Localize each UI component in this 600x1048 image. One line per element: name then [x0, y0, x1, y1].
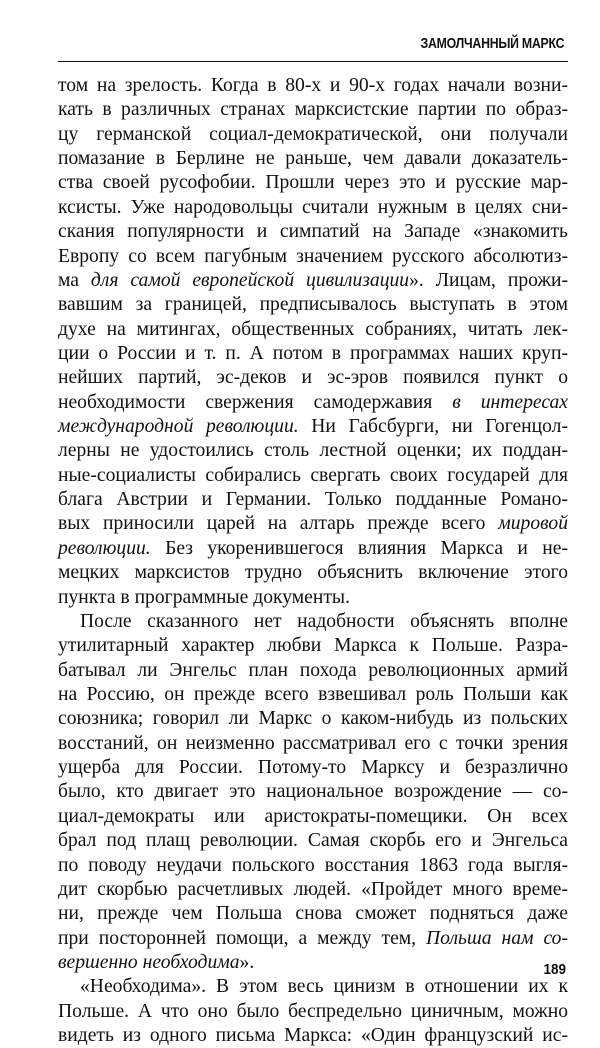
text-segment: Ни Габсбурги, ни Гогенцол- [298, 416, 568, 438]
text-line [58, 488, 568, 512]
text-line [58, 610, 568, 634]
text-segment: видеть из одного письма Маркса: «Один французский ис- [58, 1025, 568, 1047]
text-line [58, 269, 568, 293]
text-segment: Без укоренившегося влияния Маркса и не- [150, 537, 568, 559]
text-segment: блага Австрии и Германии. Только подданные Романо- [58, 489, 568, 511]
text-segment: по поводу неудачи польского восстания 1863 года выгля- [58, 854, 568, 876]
text-line [58, 366, 568, 390]
text-segment: вавшим за границей, предписывалось выступать в этом [58, 294, 568, 316]
text-line [58, 245, 568, 269]
text-segment: утилитарный характер любви Маркса к Польше. Разра- [58, 635, 568, 657]
text-segment: ни, прежде чем Польша снова сможет подняться даже [58, 903, 568, 925]
text-segment: После сказанного нет надобности объяснять вполне [80, 610, 568, 632]
text-line [58, 829, 568, 853]
header-rule [58, 61, 568, 62]
page-number: 189 [543, 961, 566, 978]
text-line [58, 318, 568, 342]
text-line [58, 537, 568, 561]
text-line [58, 147, 568, 171]
text-segment: мецких марксистов трудно объяснить включение этого [58, 562, 568, 584]
text-segment: было, кто двигает это национальное возрождение — со- [58, 781, 568, 803]
text-segment: союзника; говорил ли Маркс о каком-нибудь из польских [58, 708, 568, 730]
text-segment: циал-демократы или аристократы-помещики. Он всех [58, 805, 568, 827]
text-segment: дит скорбью расчетливых людей. «Пройдет много време- [58, 878, 568, 900]
text-line [58, 707, 568, 731]
italic-text: Польша нам со- [426, 927, 568, 949]
text-segment: ущерба для России. Потому-то Марксу и безразлично [58, 757, 568, 779]
text-segment: Польше. А что оно было беспредельно циничным, можно [58, 1000, 568, 1022]
text-line [58, 756, 568, 780]
text-segment: скания популярности и симпатий на Западе «знакомить [58, 221, 568, 243]
text-segment: батывал ли Энгельс план похода революционных армий [58, 659, 568, 681]
text-line [58, 171, 568, 195]
text-segment: брал под плащ революции. Самая скорбь его и Энгельса [58, 830, 568, 852]
text-segment: пункта в программные документы. [58, 586, 350, 608]
text-segment: кать в различных странах марксистские партии по образ- [58, 99, 568, 121]
body-text [58, 74, 568, 1048]
text-line [58, 220, 568, 244]
text-segment: ». Лицам, прожи- [409, 269, 568, 291]
text-segment: ства своей русофобии. Прошли через это и русские мар- [58, 172, 568, 194]
text-line [58, 196, 568, 220]
text-segment: ма [58, 269, 91, 291]
text-segment: ции о России и т. п. А потом в программах наших круп- [58, 342, 568, 364]
text-segment: ». [239, 951, 255, 973]
text-line [58, 683, 568, 707]
text-line [58, 951, 568, 975]
text-line [58, 780, 568, 804]
text-line [58, 74, 568, 98]
text-segment: Европу со всем пагубным значением русского абсолютиз- [58, 245, 568, 267]
running-head-title: ЗАМОЛЧАННЫЙ МАРКС [420, 35, 564, 52]
text-line [58, 512, 568, 536]
text-line [58, 415, 568, 439]
text-segment: нейших партий, эс-деков и эс-эров появился пункт о [58, 367, 568, 389]
italic-text: вершенно необходима [58, 951, 240, 973]
text-line [58, 975, 568, 999]
text-segment: ксисты. Уже народовольцы считали нужным в целях сни- [58, 196, 568, 218]
text-line [58, 439, 568, 463]
text-line [58, 878, 568, 902]
text-segment: духе на митингах, общественных собраниях, читать лек- [58, 318, 568, 340]
italic-text: международной революции. [58, 416, 299, 438]
text-segment: помазание в Берлине не раньше, чем давали доказатель- [58, 148, 568, 170]
text-line [58, 123, 568, 147]
text-segment: при посторонней помощи, а между тем, [58, 927, 427, 949]
text-segment: лерны не удостоились столь лестной оценки; их поддан- [58, 440, 568, 462]
text-line [58, 464, 568, 488]
text-line [58, 634, 568, 658]
text-line [58, 586, 568, 610]
text-line [58, 1024, 568, 1048]
text-line [58, 659, 568, 683]
text-line [58, 391, 568, 415]
text-segment: ные-социалисты собирались свергать своих государей для [58, 464, 568, 486]
text-line [58, 1000, 568, 1024]
italic-text: в интересах [452, 391, 568, 413]
text-line [58, 561, 568, 585]
text-segment: на Россию, он прежде всего взвешивал роль Польши как [58, 683, 568, 705]
text-line [58, 732, 568, 756]
text-segment: цу германской социал-демократической, они получали [58, 123, 568, 145]
text-line [58, 805, 568, 829]
text-segment: «Необходима». В этом весь цинизм в отношении их к [80, 976, 568, 998]
italic-text: мировой [498, 513, 568, 535]
text-line [58, 293, 568, 317]
text-line [58, 342, 568, 366]
text-line [58, 854, 568, 878]
text-line [58, 902, 568, 926]
text-segment: том на зрелость. Когда в 80-х и 90-х годах начали возни- [58, 75, 568, 96]
text-segment: необходимости свержения самодержавия [58, 391, 453, 413]
text-segment: восстаний, он неизменно рассматривал его с точки зрения [58, 732, 568, 754]
text-segment: вых приносили царей на алтарь прежде всего [58, 513, 499, 535]
text-line [58, 98, 568, 122]
italic-text: революции. [58, 537, 151, 559]
text-line [58, 927, 568, 951]
italic-text: для самой европейской цивилизации [90, 269, 410, 291]
